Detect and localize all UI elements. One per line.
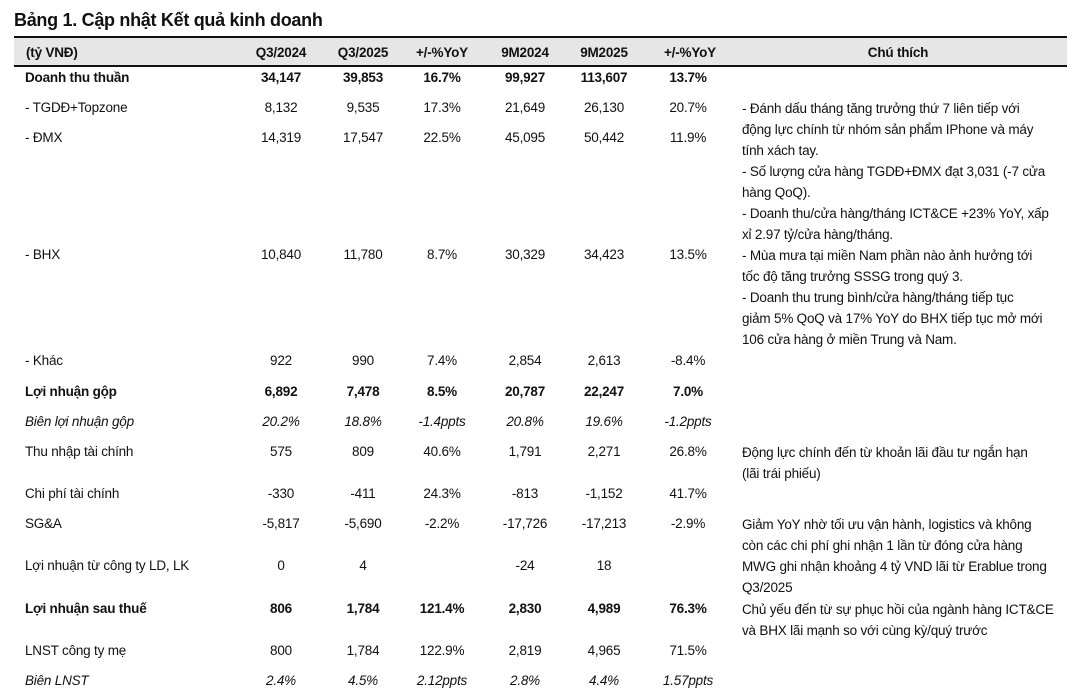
table-cell: 10,840 [260, 247, 302, 262]
table-cell: 20.8% [506, 414, 544, 429]
table-cell: 1,784 [346, 643, 380, 658]
table-cell: 18 [596, 558, 612, 573]
table-cell: 19.6% [585, 414, 623, 429]
header-q3-2025: Q3/2025 [337, 45, 389, 60]
table-cell: 4 [359, 558, 367, 573]
table-cell: 17,547 [342, 130, 384, 145]
table-cell: -813 [511, 486, 539, 501]
row-label: Lợi nhuận sau thuế [25, 601, 147, 616]
note-line: - Số lượng cửa hàng TGDĐ+ĐMX đạt 3,031 (-7 cửa [742, 164, 1046, 179]
table-cell: 1,784 [346, 601, 380, 616]
row-label: Lợi nhuận gộp [25, 384, 117, 399]
table-cell: 41.7% [669, 486, 707, 501]
table-cell: 922 [270, 353, 292, 368]
table-cell: 2,854 [508, 353, 542, 368]
table-cell: 26.8% [669, 444, 707, 459]
table-cell: 7.4% [427, 353, 457, 368]
table-cell: -2.2% [424, 516, 460, 531]
table-cell: 575 [270, 444, 292, 459]
table-cell: -1.2ppts [664, 414, 712, 429]
table-header [14, 36, 1067, 67]
table-cell: 2,819 [508, 643, 542, 658]
table-cell: -1.4ppts [418, 414, 466, 429]
table-cell: 13.5% [669, 247, 707, 262]
row-label: - TGDĐ+Topzone [25, 100, 128, 115]
table-cell: 24.3% [423, 486, 461, 501]
table-cell: -2.9% [670, 516, 706, 531]
header-9m2024: 9M2024 [501, 45, 549, 60]
header-9m2025: 9M2025 [580, 45, 628, 60]
table-cell: -1,152 [585, 486, 623, 501]
note-line: - Đánh dấu tháng tăng trưởng thứ 7 liên tiếp với [742, 101, 1020, 116]
row-label: Biên LNST [25, 673, 89, 688]
note-line: MWG ghi nhận khoảng 4 tỷ VND lãi từ Erablue trong [742, 559, 1047, 574]
table-cell: 113,607 [580, 70, 628, 85]
table-cell: 6,892 [264, 384, 298, 399]
table-cell: 1.57ppts [662, 673, 714, 688]
table-cell: 990 [352, 353, 374, 368]
row-label: - BHX [25, 247, 61, 262]
table-cell: 26,130 [583, 100, 625, 115]
table-cell: 16.7% [423, 70, 461, 85]
note-line: - Doanh thu trung bình/cửa hàng/tháng tiếp tục [742, 290, 1014, 305]
table-cell: 7,478 [346, 384, 380, 399]
table-cell: 4.5% [348, 673, 378, 688]
note-line: hàng QoQ). [742, 185, 811, 200]
note-line: tốc độ tăng trưởng SSSG trong quý 3. [742, 269, 963, 284]
note-line: xỉ 2.97 tỷ/cửa hàng/tháng. [742, 227, 893, 242]
note-line: - Mùa mưa tại miền Nam phần nào ảnh hưởng tới [742, 248, 1033, 263]
table-cell: 0 [277, 558, 285, 573]
table-cell: -411 [350, 486, 376, 501]
table-cell: 22,247 [583, 384, 625, 399]
header-yoy-q: +/-%YoY [416, 45, 468, 60]
row-label: - ĐMX [25, 130, 63, 145]
table-cell: 71.5% [669, 643, 707, 658]
table-cell: 20.7% [669, 100, 707, 115]
table-cell: 40.6% [423, 444, 461, 459]
table-cell: -24 [515, 558, 535, 573]
row-label: - Khác [25, 353, 63, 368]
table-cell: 800 [270, 643, 292, 658]
table-cell: 9,535 [346, 100, 380, 115]
note-line: (lãi trái phiếu) [742, 466, 821, 481]
note-line: giảm 5% QoQ và 17% YoY do BHX tiếp tục mở mới [742, 311, 1043, 326]
table-cell: 809 [352, 444, 374, 459]
note-line: - Doanh thu/cửa hàng/tháng ICT&CE +23% YoY, xấp [742, 206, 1049, 221]
note-line: còn các chi phí ghi nhận 1 lần từ đóng cửa hàng [742, 538, 1023, 553]
note-line: 106 cửa hàng ở miền Trung và Nam. [742, 332, 957, 347]
table-cell: 806 [270, 601, 292, 616]
table-cell: 7.0% [673, 384, 703, 399]
row-label: Biên lợi nhuận gộp [25, 414, 134, 429]
note-line: Q3/2025 [742, 580, 793, 595]
table-cell: 20.2% [262, 414, 300, 429]
table-cell: 18.8% [344, 414, 382, 429]
table-cell: -5,817 [262, 516, 300, 531]
table-cell: 13.7% [669, 70, 707, 85]
note-line: tính xách tay. [742, 143, 819, 158]
header-q3-2024: Q3/2024 [255, 45, 307, 60]
table-cell: 11.9% [669, 130, 707, 145]
table-cell: 121.4% [419, 601, 465, 616]
table-cell: 4,989 [587, 601, 621, 616]
table-cell: 2.12ppts [416, 673, 468, 688]
table-cell: 8.7% [427, 247, 457, 262]
header-unit: (tỷ VNĐ) [26, 45, 78, 60]
table-cell: 50,442 [583, 130, 625, 145]
header-notes: Chú thích [867, 45, 929, 60]
table-cell: 22.5% [423, 130, 461, 145]
table-cell: -17,213 [581, 516, 627, 531]
table-cell: 2,613 [587, 353, 621, 368]
table-cell: 2,830 [508, 601, 542, 616]
table-cell: 20,787 [504, 384, 546, 399]
table-cell: 14,319 [260, 130, 302, 145]
table-cell: 11,780 [343, 247, 383, 262]
table-cell: 30,329 [504, 247, 546, 262]
header-yoy-9m: +/-%YoY [664, 45, 716, 60]
table-cell: 39,853 [342, 70, 384, 85]
row-label: SG&A [25, 516, 62, 531]
note-line: Giảm YoY nhờ tối ưu vận hành, logistics và không [742, 517, 1032, 532]
table-cell: -17,726 [502, 516, 548, 531]
table-cell: 4.4% [589, 673, 619, 688]
row-label: Thu nhập tài chính [25, 444, 134, 459]
note-line: động lực chính từ nhóm sản phẩm IPhone và máy [742, 122, 1034, 137]
table-cell: 2.4% [266, 673, 296, 688]
row-label: Lợi nhuận từ công ty LD, LK [25, 558, 190, 573]
table-cell: 8,132 [264, 100, 298, 115]
table-cell: -8.4% [670, 353, 706, 368]
table-cell: 4,965 [587, 643, 621, 658]
table-cell: 122.9% [419, 643, 465, 658]
table-cell: 34,423 [583, 247, 625, 262]
row-label: Doanh thu thuần [25, 70, 130, 85]
table-cell: 1,791 [508, 444, 542, 459]
table-cell: 8.5% [427, 384, 457, 399]
table-cell: -5,690 [344, 516, 382, 531]
table-cell: 17.3% [423, 100, 461, 115]
table-cell: 2.8% [510, 673, 540, 688]
table-cell: 76.3% [669, 601, 707, 616]
table-cell: -330 [267, 486, 295, 501]
table-title: Bảng 1. Cập nhật Kết quả kinh doanh [14, 10, 323, 30]
table-cell: 21,649 [504, 100, 546, 115]
note-line: Chủ yếu đến từ sự phục hồi của ngành hàng ICT&CE [742, 602, 1054, 617]
table-cell: 45,095 [504, 130, 546, 145]
row-label: Chi phí tài chính [25, 486, 120, 501]
note-line: và BHX lãi mạnh so với cùng kỳ/quý trước [742, 623, 988, 638]
row-label: LNST công ty mẹ [25, 643, 127, 658]
table-cell: 99,927 [504, 70, 546, 85]
table-cell: 34,147 [260, 70, 302, 85]
note-line: Động lực chính đến từ khoản lãi đầu tư ngắn hạn [742, 445, 1028, 460]
table-cell: 2,271 [587, 444, 621, 459]
